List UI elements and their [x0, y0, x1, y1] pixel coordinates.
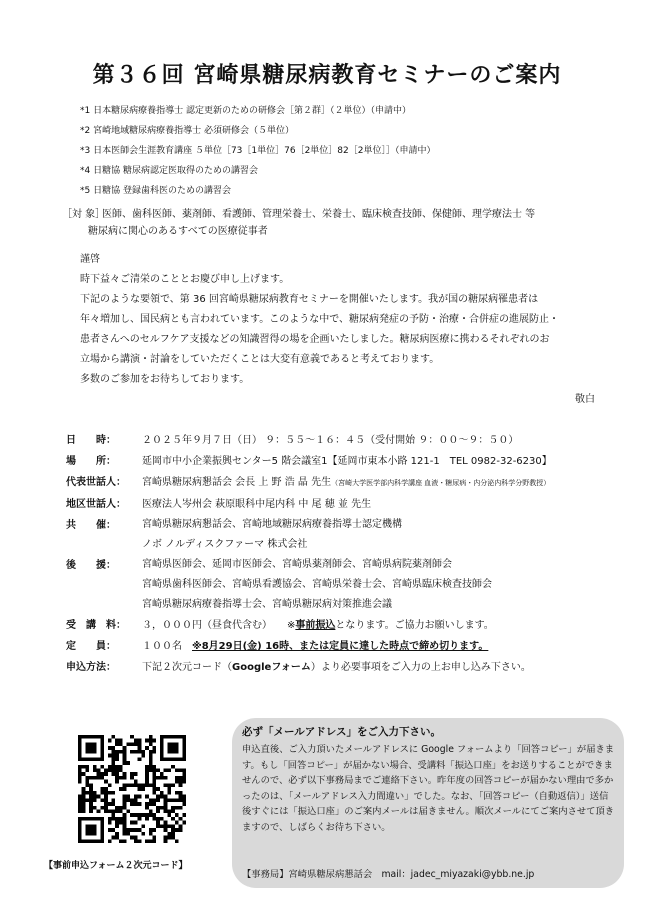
- notice-heading: 必ず「メールアドレス」をご入力下さい。: [242, 726, 441, 738]
- greeting-line: 患者さんへのセルフケア支援などの知識習得の場を企画いたしました。糖尿病医療に携わるそれぞれのお: [80, 334, 550, 345]
- email-notice-box: [232, 718, 624, 888]
- rep-label: 代表世話人：: [66, 477, 126, 488]
- support-line: 宮崎県歯科医師会、宮崎県看護協会、宮崎県栄養士会、宮崎県臨床検査技師会: [142, 579, 492, 590]
- local-row: [66, 494, 626, 515]
- greeting-line: 時下益々ご清栄のこととお慶び申し上げます。: [80, 274, 290, 285]
- greeting-line: 下記のような要領で、第 36 回宮崎県糖尿病教育セミナーを開催いたします。我が国の糖尿病罹患者は: [80, 294, 539, 305]
- credit-item: *2 宮崎地域糖尿病療養指導士 必須研修会（５単位）: [80, 126, 294, 136]
- credit-item: *5 日糖協 登録歯科医のための講習会: [80, 186, 231, 196]
- greeting-line: 多数のご参加をお待ちしております。: [80, 374, 250, 385]
- datetime-label: 日 時：: [66, 435, 116, 446]
- local-value: 医療法人岑州会 萩原眼科中尾内科 中 尾 穂 並 先生: [142, 499, 372, 510]
- credit-list: [80, 101, 436, 201]
- qr-caption: 【事前申込フォーム２次元コード】: [44, 861, 188, 871]
- fee-note-emphasis: 事前振込: [295, 620, 336, 631]
- venue-label: 場 所：: [66, 456, 116, 467]
- fee-note: となります。ご協力お願いします。: [335, 620, 494, 631]
- credit-item: *3 日本医師会生涯教育講座 ５単位［73［1単位］76［2単位］82［2単位］］（申請中）: [80, 146, 436, 156]
- rep-row: [66, 472, 626, 494]
- credit-item: *1 日本糖尿病療養指導士 認定更新のための研修会［第２群］（２単位）（申請中）: [80, 106, 411, 116]
- support-label: 後 援：: [66, 560, 116, 571]
- target-line: 医師、歯科医師、薬剤師、看護師、管理栄養士、栄養士、臨床検査技師、保健師、理学療法士 等: [102, 209, 536, 220]
- capacity-note: ※8月29日(金) 16時、または定員に達した時点で締め切ります。: [192, 641, 489, 652]
- credit-item: *4 日糖協 糖尿病認定医取得のための講習会: [80, 166, 258, 176]
- qr-code-icon[interactable]: [78, 735, 186, 843]
- venue-value: 延岡市中小企業振興センター5 階会議室1【延岡市東本小路 121-1 TEL 0982-32-6230】: [142, 456, 552, 467]
- capacity-label: 定 員：: [66, 641, 116, 652]
- support-line: 宮崎県医師会、延岡市医師会、宮崎県薬剤師会、宮崎県病院薬剤師会: [142, 559, 452, 570]
- greeting-opening: 謹啓: [80, 254, 100, 265]
- host-line: ノボ ノルディスクファーマ 株式会社: [142, 539, 308, 550]
- greeting-line: 年々増加し、国民病とも言われています。このような中で、糖尿病発症の予防・治療・合併症の進展防止・: [80, 314, 559, 325]
- notice-body: 申込直後、ご入力頂いたメールアドレスに Google フォームより「回答コピー」が届きます。もし「回答コピー」が届かない場合、受講料「振込口座」をお送りすることができませんので、必ず以下事務局までご連絡下さい。昨年度の回答コピーが届かない理由で多かったのは、「メールアドレス入力間違い」でした。なお、「回答コピー（自動返信）」送信後すぐには「振込口座」のご案内メールは届きません。順次メールにてご案内させて頂きますので、しばらくお待ち下さい。: [242, 744, 615, 833]
- apply-text: 下記２次元コード（: [142, 662, 232, 673]
- apply-emphasis: Googleフォーム: [232, 662, 311, 673]
- greeting-line: 立場から講演・討論をしていただくことは大変有意義であると考えております。: [80, 354, 440, 365]
- capacity-row: [66, 636, 626, 657]
- fee-note-mark: ※: [287, 620, 296, 631]
- apply-row: [66, 657, 626, 678]
- rep-note: （宮崎大学医学部内科学講座 血液・糖尿病・内分泌内科学分野教授）: [331, 479, 551, 487]
- target-line: 糖尿病に関心のあるすべての医療従事者: [88, 226, 268, 237]
- fee-value: ３，０００円（昼食代含む）: [142, 620, 267, 631]
- target-label: ［対 象］: [62, 209, 106, 220]
- greeting-letter: [80, 250, 595, 410]
- host-row: [66, 515, 626, 555]
- rep-value: 宮崎県糖尿病懇話会 会長 上 野 浩 晶 先生: [142, 477, 332, 488]
- datetime-row: [66, 430, 626, 451]
- local-label: 地区世話人：: [66, 499, 126, 510]
- support-row: [66, 555, 626, 615]
- apply-label: 申込方法：: [66, 662, 116, 673]
- datetime-value: ２０２５年９月７日（日） ９：５５～１６：４５（受付開始 ９：００～９：５０）: [142, 435, 519, 446]
- host-label: 共 催：: [66, 520, 116, 531]
- event-details: [66, 430, 626, 678]
- notice-footer: 【事務局】宮崎県糖尿病懇話会 mail：jadec_miyazaki@ybb.ne.jp: [242, 869, 535, 880]
- fee-label: 受 講 料：: [66, 620, 126, 631]
- page-title: 第３６回 宮崎県糖尿病教育セミナーのご案内: [92, 63, 562, 88]
- target-audience: [62, 206, 602, 240]
- greeting-closing: 敬白: [575, 394, 595, 405]
- host-line: 宮崎県糖尿病懇話会、宮崎地域糖尿病療養指導士認定機構: [142, 519, 402, 530]
- support-line: 宮崎県糖尿病療養指導士会、宮崎県糖尿病対策推進会議: [142, 599, 392, 610]
- venue-row: [66, 451, 626, 472]
- fee-row: [66, 615, 626, 636]
- capacity-value: １００名: [142, 641, 182, 652]
- apply-text-end: ）より必要事項をご入力の上お申し込み下さい。: [310, 662, 531, 673]
